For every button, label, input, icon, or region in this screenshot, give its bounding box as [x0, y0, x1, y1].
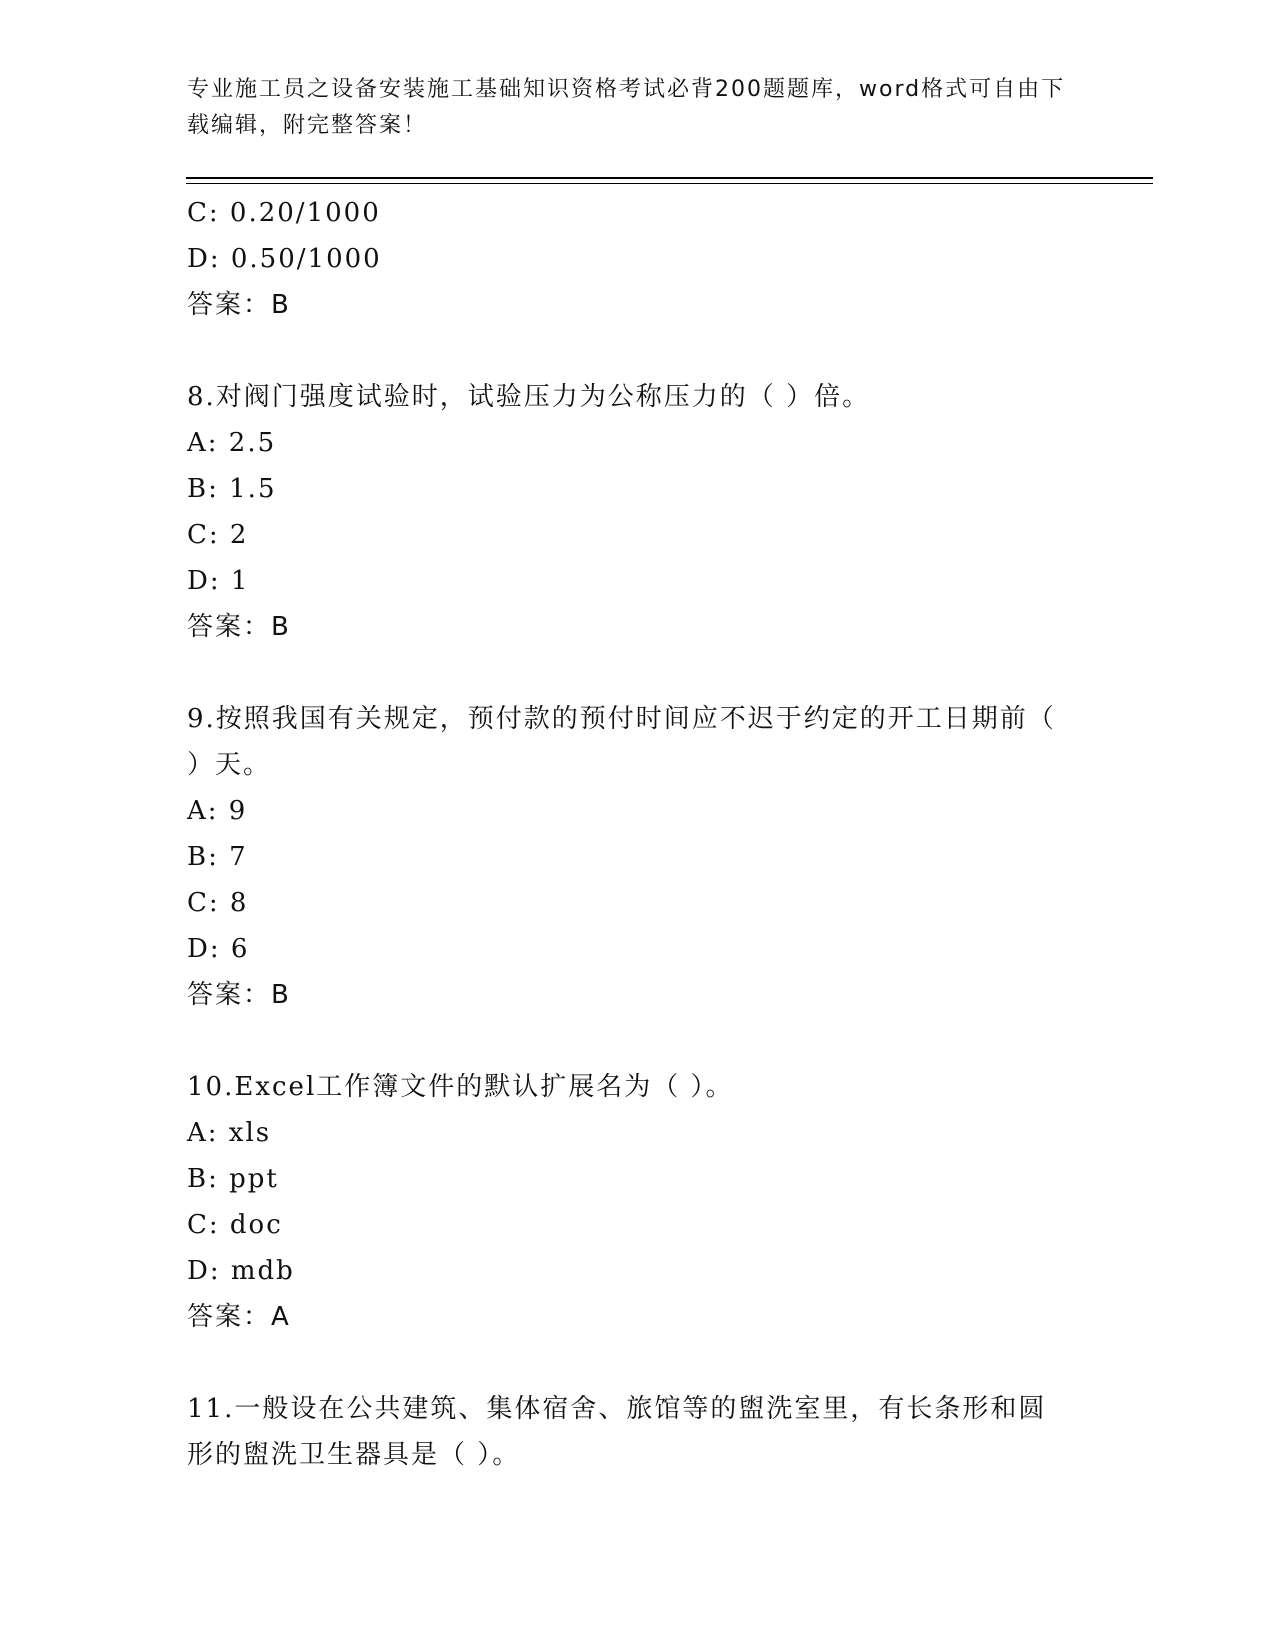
spacer: [187, 1340, 1087, 1386]
header-divider-thick: [186, 177, 1153, 179]
header-intro-text: 专业施工员之设备安装施工基础知识资格考试必背200题题库，word格式可自由下载编辑，附完整答案！: [187, 77, 1066, 138]
option-b: B: 7: [187, 842, 248, 872]
option-a: A: 2.5: [187, 428, 277, 458]
question-10: [187, 1064, 1087, 1340]
answer-line: 答案：A: [187, 1302, 291, 1332]
question-11: [187, 1386, 1087, 1478]
spacer: [187, 328, 1087, 374]
option-d: D: 6: [187, 934, 250, 964]
option-b: B: ppt: [187, 1164, 279, 1194]
option-d: D: 1: [187, 566, 250, 596]
option-c: C: 8: [187, 888, 249, 918]
question-stem: 11.一般设在公共建筑、集体宿舍、旅馆等的盥洗室里，有长条形和圆形的盥洗卫生器具是（ ）。: [187, 1394, 1047, 1470]
option-c: C: 2: [187, 520, 249, 550]
option-d: D: 0.50/1000: [187, 244, 382, 274]
answer-line: 答案：B: [187, 290, 291, 320]
question-content: [187, 190, 1087, 1478]
option-c: C: 0.20/1000: [187, 198, 381, 228]
answer-line: 答案：B: [187, 980, 291, 1010]
header-divider-thin: [186, 183, 1153, 184]
spacer: [187, 650, 1087, 696]
document-header: [187, 72, 1067, 144]
answer-line: 答案：B: [187, 612, 291, 642]
carryover-block: [187, 190, 1087, 328]
question-9: [187, 696, 1087, 1018]
question-8: [187, 374, 1087, 650]
option-c: C: doc: [187, 1210, 283, 1240]
option-b: B: 1.5: [187, 474, 277, 504]
question-stem: 9.按照我国有关规定，预付款的预付时间应不迟于约定的开工日期前（ ）天。: [187, 704, 1056, 780]
option-a: A: 9: [187, 796, 248, 826]
spacer: [187, 1018, 1087, 1064]
question-stem: 8.对阀门强度试验时，试验压力为公称压力的（ ）倍。: [187, 382, 871, 412]
question-stem: 10.Excel工作簿文件的默认扩展名为（ ）。: [187, 1072, 734, 1102]
option-a: A: xls: [187, 1118, 272, 1148]
option-d: D: mdb: [187, 1256, 295, 1286]
